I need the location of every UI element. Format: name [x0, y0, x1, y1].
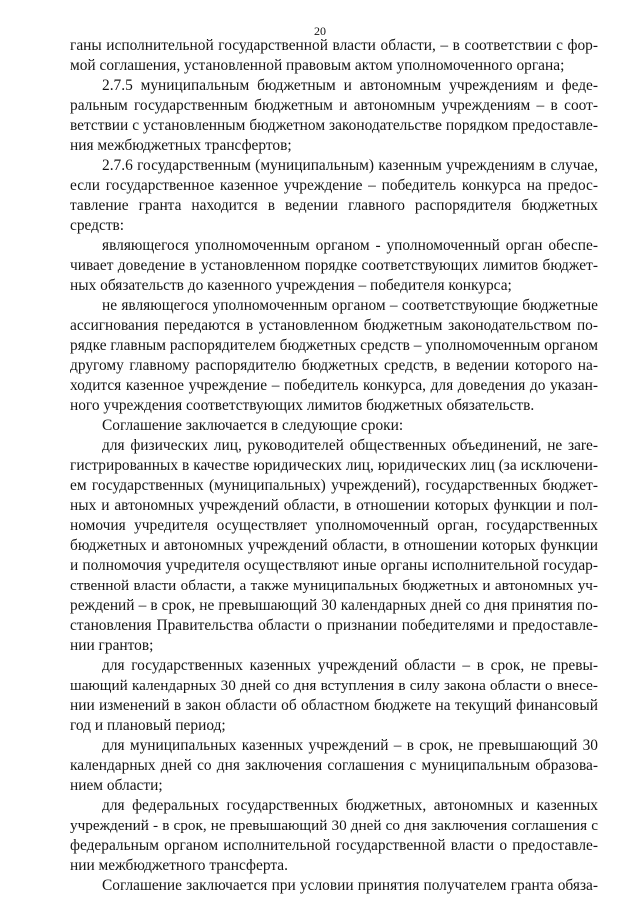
text-line: учреждений - в срок, не превышающий 30 дней со дня заключения соглашения с — [70, 817, 598, 834]
page-number: 20 — [314, 24, 326, 38]
text-line: тавление гранта находится в ведении главного распорядителя бюджетных — [70, 197, 598, 214]
text-line: 2.7.5 муниципальным бюджетным и автономным учреждениям и феде- — [102, 77, 598, 94]
text-line: нии межбюджетного трансферта. — [70, 857, 288, 874]
text-line: другому главному распорядителю бюджетных средств, в ведении которого на- — [70, 357, 598, 374]
text-line: и полномочия учредителя осуществляют иные органы исполнительной государ- — [70, 557, 598, 574]
text-line: для государственных казенных учреждений области – в срок, не превы- — [102, 657, 598, 674]
text-line: реждений – в срок, не превышающий 30 календарных дней со дня принятия по- — [70, 597, 598, 614]
text-line: гистрированных в качестве юридических лиц, юридических лиц (за исключени- — [70, 457, 598, 474]
text-line: календарных дней со дня заключения соглашения с муниципальным образова- — [70, 757, 598, 774]
text-line: Соглашение заключается при условии принятия получателем гранта обяза- — [102, 877, 598, 894]
text-line: Соглашение заключается в следующие сроки: — [102, 417, 404, 434]
text-line: ходится казенное учреждение – победитель конкурса, для доведения до указан- — [70, 377, 598, 394]
text-line: нием области; — [70, 777, 163, 794]
text-line: ганы исполнительной государственной власти области, – в соответствии с фор- — [70, 37, 598, 54]
text-line: ственной власти области, а также муниципальных бюджетных и автономных уч- — [70, 577, 598, 594]
text-line: шающий календарных 30 дней со дня вступления в силу закона области о внесе- — [70, 677, 598, 694]
text-line: ния межбюджетных трансфертов; — [70, 137, 292, 154]
text-line: бюджетных и автономных учреждений области, в отношении которых функции — [70, 537, 598, 554]
text-line: ассигнования передаются в установленном бюджетным законодательством по- — [70, 317, 598, 334]
text-line: федеральным органом исполнительной государственной власти о предоставле- — [70, 837, 598, 854]
text-line: нии изменений в закон области об областном бюджете на текущий финансовый — [70, 697, 598, 714]
text-line: для федеральных государственных бюджетных, автономных и казенных — [102, 797, 598, 814]
text-line: не являющегося уполномоченным органом – соответствующие бюджетные — [102, 297, 598, 314]
text-line: средств: — [70, 217, 125, 234]
text-line: ветствии с установленным бюджетном законодательстве порядком предоставле- — [70, 117, 598, 134]
text-line: год и плановый период; — [70, 717, 226, 734]
text-line: являющегося уполномоченным органом - уполномоченный орган обеспе- — [102, 237, 598, 254]
text-line: ных обязательств до казенного учреждения – победителя конкурса; — [70, 277, 512, 294]
text-line: чивает доведение в установленном порядке соответствующих лимитов бюджет- — [70, 257, 598, 274]
text-line: 2.7.6 государственным (муниципальным) казенным учреждениям в случае, — [102, 157, 598, 174]
text-line: ных и автономных учреждений области, в отношении которых функции и пол- — [70, 497, 598, 514]
text-line: мой соглашения, установленной правовым актом уполномоченного органа; — [70, 57, 565, 74]
text-line: нии грантов; — [70, 637, 154, 654]
text-line: номочия учредителя осуществляет уполномоченный орган, государственных — [70, 517, 598, 534]
text-line: ем государственных (муниципальных) учреждений), государственных бюджет- — [70, 477, 598, 494]
text-line: становления Правительства области о признании победителями и предоставле- — [70, 617, 598, 634]
text-line: рядке главным распорядителем бюджетных средств – уполномоченным органом — [70, 337, 598, 354]
text-line: для физических лиц, руководителей общественных объединений, не зare- — [102, 437, 598, 454]
text-line: если государственное казенное учреждение – победитель конкурса на предос- — [70, 177, 598, 194]
text-line: ного учреждения соответствующих лимитов бюджетных обязательств. — [70, 397, 535, 414]
text-line: для муниципальных казенных учреждений – в срок, не превышающий 30 — [102, 737, 598, 754]
text-line: ральным государственным бюджетным и автономным учреждениям – в соот- — [70, 97, 598, 114]
